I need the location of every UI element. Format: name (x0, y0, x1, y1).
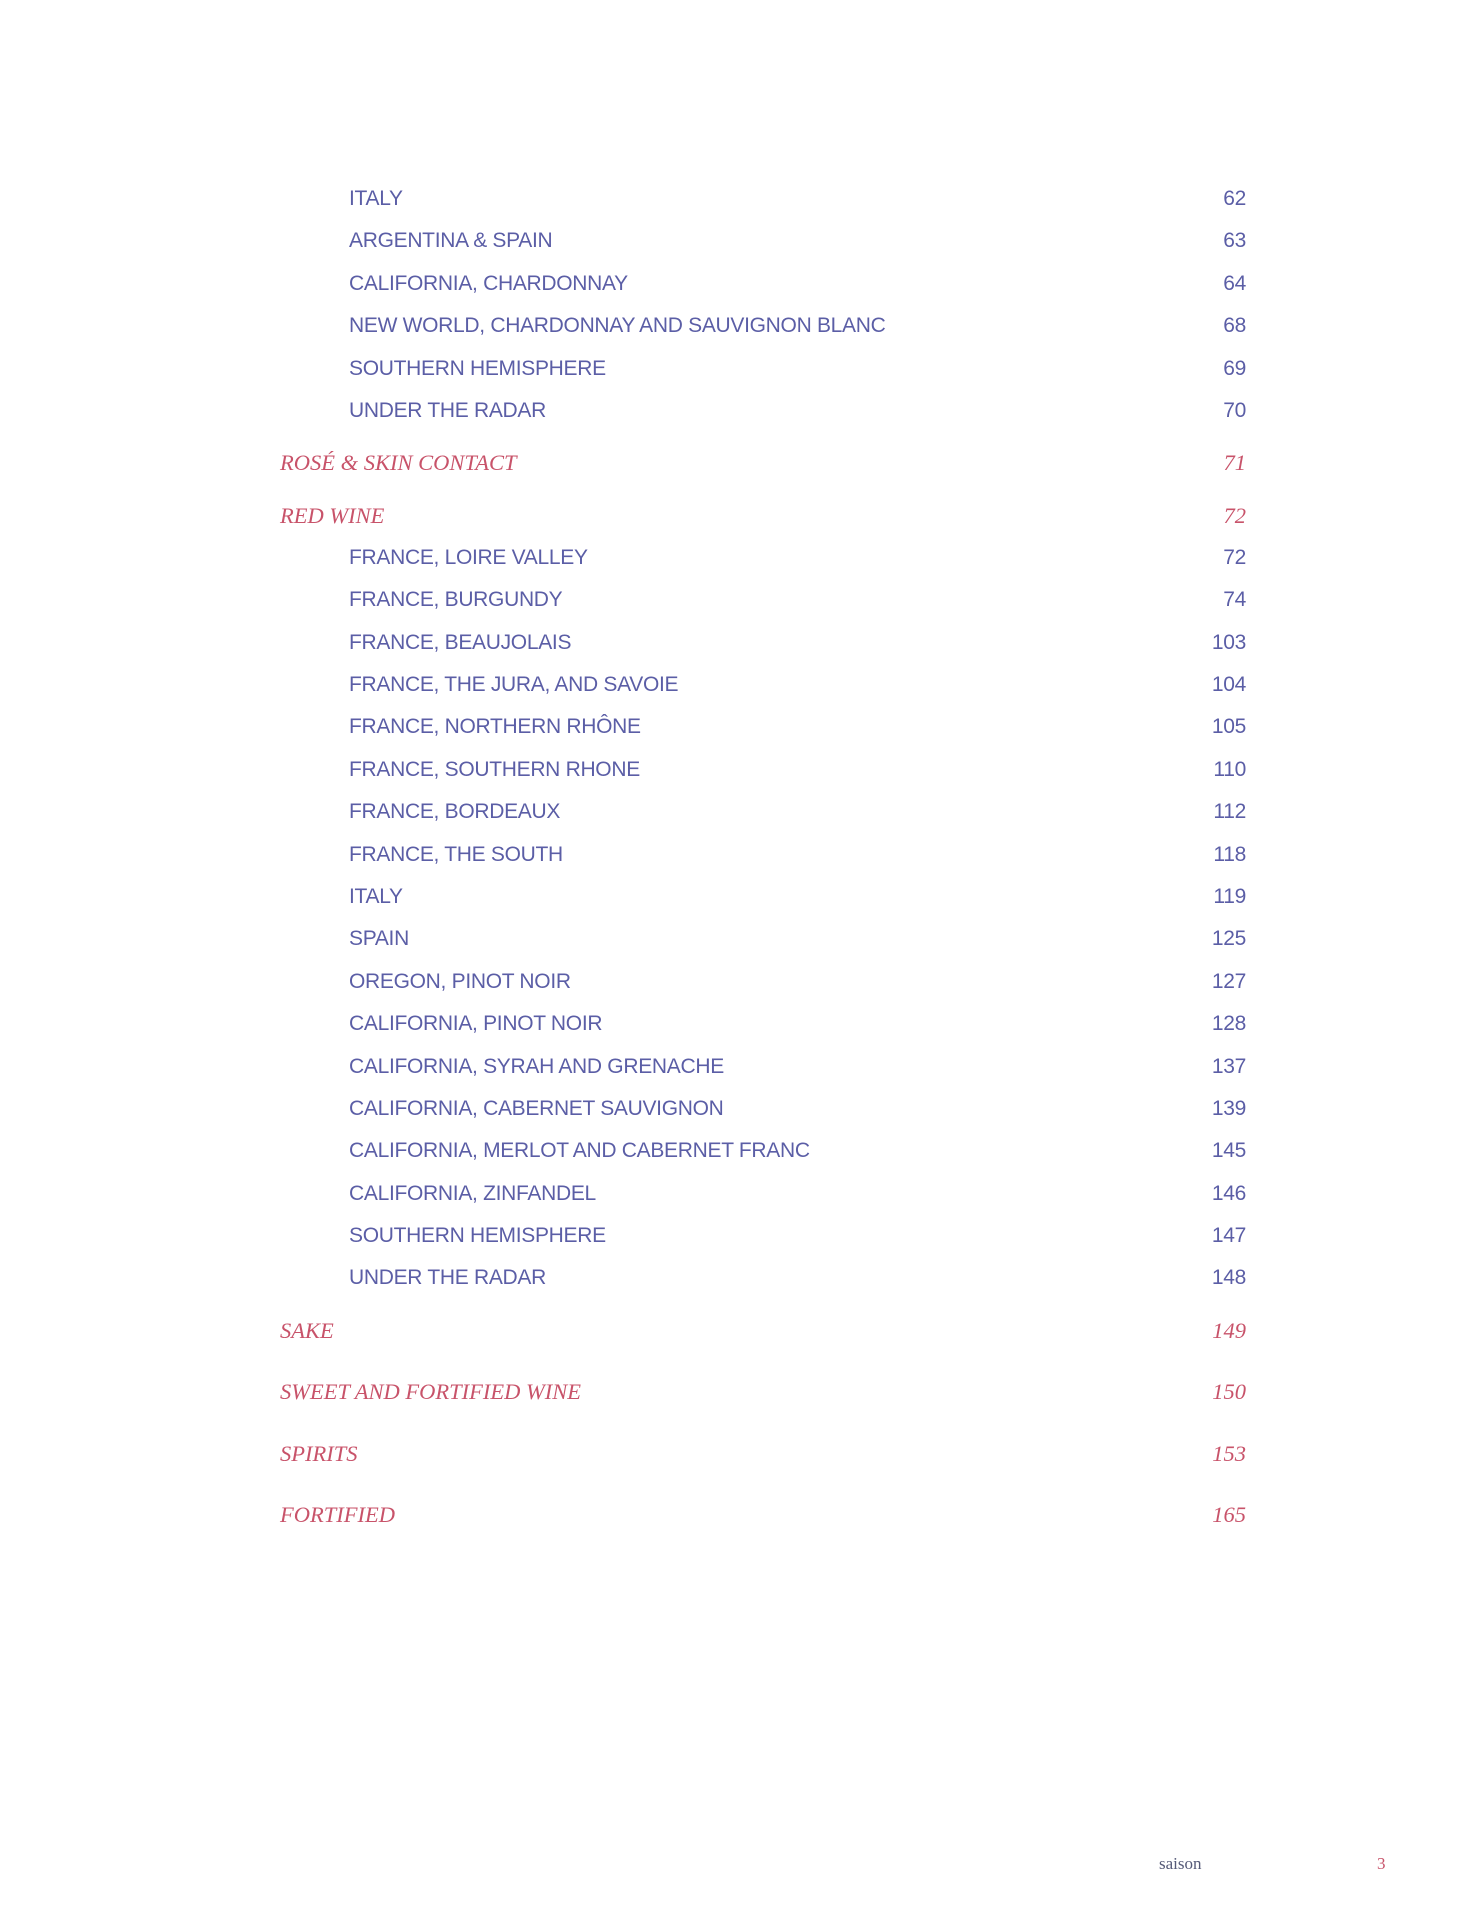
toc-page-number: 128 (1211, 1012, 1246, 1036)
toc-page-number: 74 (1223, 588, 1246, 612)
toc-subitem-california-zinfandel[interactable] (280, 1173, 1246, 1215)
toc-page-number: 112 (1213, 800, 1246, 824)
toc-subitem-loire-valley[interactable] (280, 537, 1246, 579)
toc-page-number: 139 (1211, 1096, 1246, 1120)
toc-section-red-wine[interactable] (280, 494, 1246, 537)
toc-subitem-bordeaux[interactable] (280, 791, 1246, 833)
toc-subitem-under-the-radar-white[interactable] (280, 390, 1246, 432)
toc-page-number: 64 (1223, 271, 1246, 295)
toc-subitem-label: SOUTHERN HEMISPHERE (349, 356, 606, 380)
footer-brand: saison (1159, 1854, 1202, 1873)
toc-page-number: 105 (1211, 715, 1246, 739)
toc-page-number: 118 (1213, 842, 1246, 866)
toc-section-label: FORTIFIED (280, 1502, 395, 1528)
toc-section-label: SAKE (280, 1317, 334, 1343)
toc-page-number: 146 (1211, 1181, 1246, 1205)
toc-subitem-southern-hemisphere-white[interactable] (280, 348, 1246, 390)
toc-page-number: 72 (1223, 502, 1246, 528)
toc-section-label: SPIRITS (280, 1440, 358, 1466)
table-of-contents (280, 178, 1246, 1546)
toc-page-number: 68 (1223, 314, 1246, 338)
toc-subitem-label: CALIFORNIA, SYRAH AND GRENACHE (349, 1054, 724, 1078)
toc-section-label: ROSÉ & SKIN CONTACT (280, 450, 517, 476)
toc-page-number: 63 (1223, 229, 1246, 253)
toc-subitem-under-the-radar-red[interactable] (280, 1257, 1246, 1299)
toc-page-number: 71 (1223, 450, 1246, 476)
toc-section-sweet-fortified-wine[interactable] (280, 1361, 1246, 1423)
toc-section-rose[interactable] (280, 432, 1246, 494)
toc-page-number: 125 (1211, 927, 1246, 951)
toc-subitem-southern-hemisphere-red[interactable] (280, 1215, 1246, 1257)
toc-subitem-label: FRANCE, BEAUJOLAIS (349, 630, 572, 654)
toc-page-number: 103 (1211, 630, 1246, 654)
toc-page-number: 119 (1213, 884, 1246, 908)
toc-section-sake[interactable] (280, 1300, 1246, 1362)
toc-subitem-label: CALIFORNIA, PINOT NOIR (349, 1012, 603, 1036)
toc-page-number: 127 (1211, 969, 1246, 993)
toc-subitem-california-chardonnay[interactable] (280, 263, 1246, 305)
toc-subitem-northern-rhone[interactable] (280, 706, 1246, 748)
toc-page-number: 137 (1211, 1054, 1246, 1078)
toc-section-label: SWEET AND FORTIFIED WINE (280, 1379, 582, 1405)
toc-page-number: 165 (1212, 1502, 1246, 1528)
toc-subitem-label: OREGON, PINOT NOIR (349, 969, 571, 993)
toc-subitem-label: ITALY (349, 187, 403, 210)
toc-page-number: 62 (1223, 187, 1246, 210)
toc-subitem-oregon-pinot-noir[interactable] (280, 961, 1246, 1003)
toc-page-number: 104 (1211, 673, 1246, 697)
toc-subitem-label: CALIFORNIA, CABERNET SAUVIGNON (349, 1096, 724, 1120)
toc-page-number: 148 (1211, 1266, 1246, 1290)
toc-subitem-label: UNDER THE RADAR (349, 398, 546, 422)
toc-page-number: 150 (1212, 1379, 1246, 1405)
toc-subitem-jura-savoie[interactable] (280, 664, 1246, 706)
toc-subitem-label: FRANCE, BORDEAUX (349, 800, 561, 824)
toc-subitem-label: FRANCE, THE SOUTH (349, 842, 563, 866)
toc-section-fortified[interactable] (280, 1484, 1246, 1546)
toc-subitem-the-south[interactable] (280, 834, 1246, 876)
toc-subitem-italy-red[interactable] (280, 876, 1246, 918)
toc-page-number: 145 (1211, 1139, 1246, 1163)
toc-subitem-burgundy[interactable] (280, 579, 1246, 621)
footer-page-number: 3 (1377, 1854, 1386, 1873)
toc-subitem-label: SPAIN (349, 927, 409, 951)
toc-subitem-argentina-spain[interactable] (280, 220, 1246, 262)
toc-subitem-label: SOUTHERN HEMISPHERE (349, 1224, 606, 1248)
toc-subitem-california-pinot-noir[interactable] (280, 1003, 1246, 1045)
toc-subitem-california-merlot-cab-franc[interactable] (280, 1130, 1246, 1172)
toc-subitem-label: FRANCE, NORTHERN RHÔNE (349, 715, 641, 739)
toc-subitem-label: UNDER THE RADAR (349, 1266, 546, 1290)
toc-section-spirits[interactable] (280, 1423, 1246, 1485)
toc-subitem-california-syrah-grenache[interactable] (280, 1046, 1246, 1088)
toc-page-number: 147 (1211, 1224, 1246, 1248)
toc-subitem-spain[interactable] (280, 918, 1246, 960)
toc-page-number: 69 (1223, 356, 1246, 380)
toc-subitem-label: FRANCE, LOIRE VALLEY (349, 545, 588, 569)
toc-subitem-label: ITALY (349, 884, 403, 908)
toc-subitem-label: CALIFORNIA, CHARDONNAY (349, 271, 628, 295)
toc-page-number: 153 (1212, 1440, 1246, 1466)
toc-page-number: 72 (1223, 545, 1246, 569)
toc-subitem-new-world[interactable] (280, 305, 1246, 347)
toc-subitem-southern-rhone[interactable] (280, 749, 1246, 791)
toc-subitem-label: CALIFORNIA, ZINFANDEL (349, 1181, 596, 1205)
toc-subitem-italy-white[interactable] (280, 178, 1246, 220)
toc-subitem-label: FRANCE, THE JURA, AND SAVOIE (349, 673, 679, 697)
toc-subitem-label: FRANCE, SOUTHERN RHONE (349, 757, 640, 781)
toc-subitem-beaujolais[interactable] (280, 622, 1246, 664)
toc-section-label: RED WINE (280, 502, 385, 528)
toc-subitem-california-cabernet-sauvignon[interactable] (280, 1088, 1246, 1130)
toc-subitem-label: FRANCE, BURGUNDY (349, 588, 563, 612)
toc-page-number: 70 (1223, 398, 1246, 422)
toc-page-number: 110 (1213, 757, 1246, 781)
toc-subitem-label: ARGENTINA & SPAIN (349, 229, 553, 253)
toc-page-number: 149 (1212, 1317, 1246, 1343)
toc-subitem-label: NEW WORLD, CHARDONNAY AND SAUVIGNON BLANC (349, 314, 886, 338)
toc-subitem-label: CALIFORNIA, MERLOT AND CABERNET FRANC (349, 1139, 810, 1163)
